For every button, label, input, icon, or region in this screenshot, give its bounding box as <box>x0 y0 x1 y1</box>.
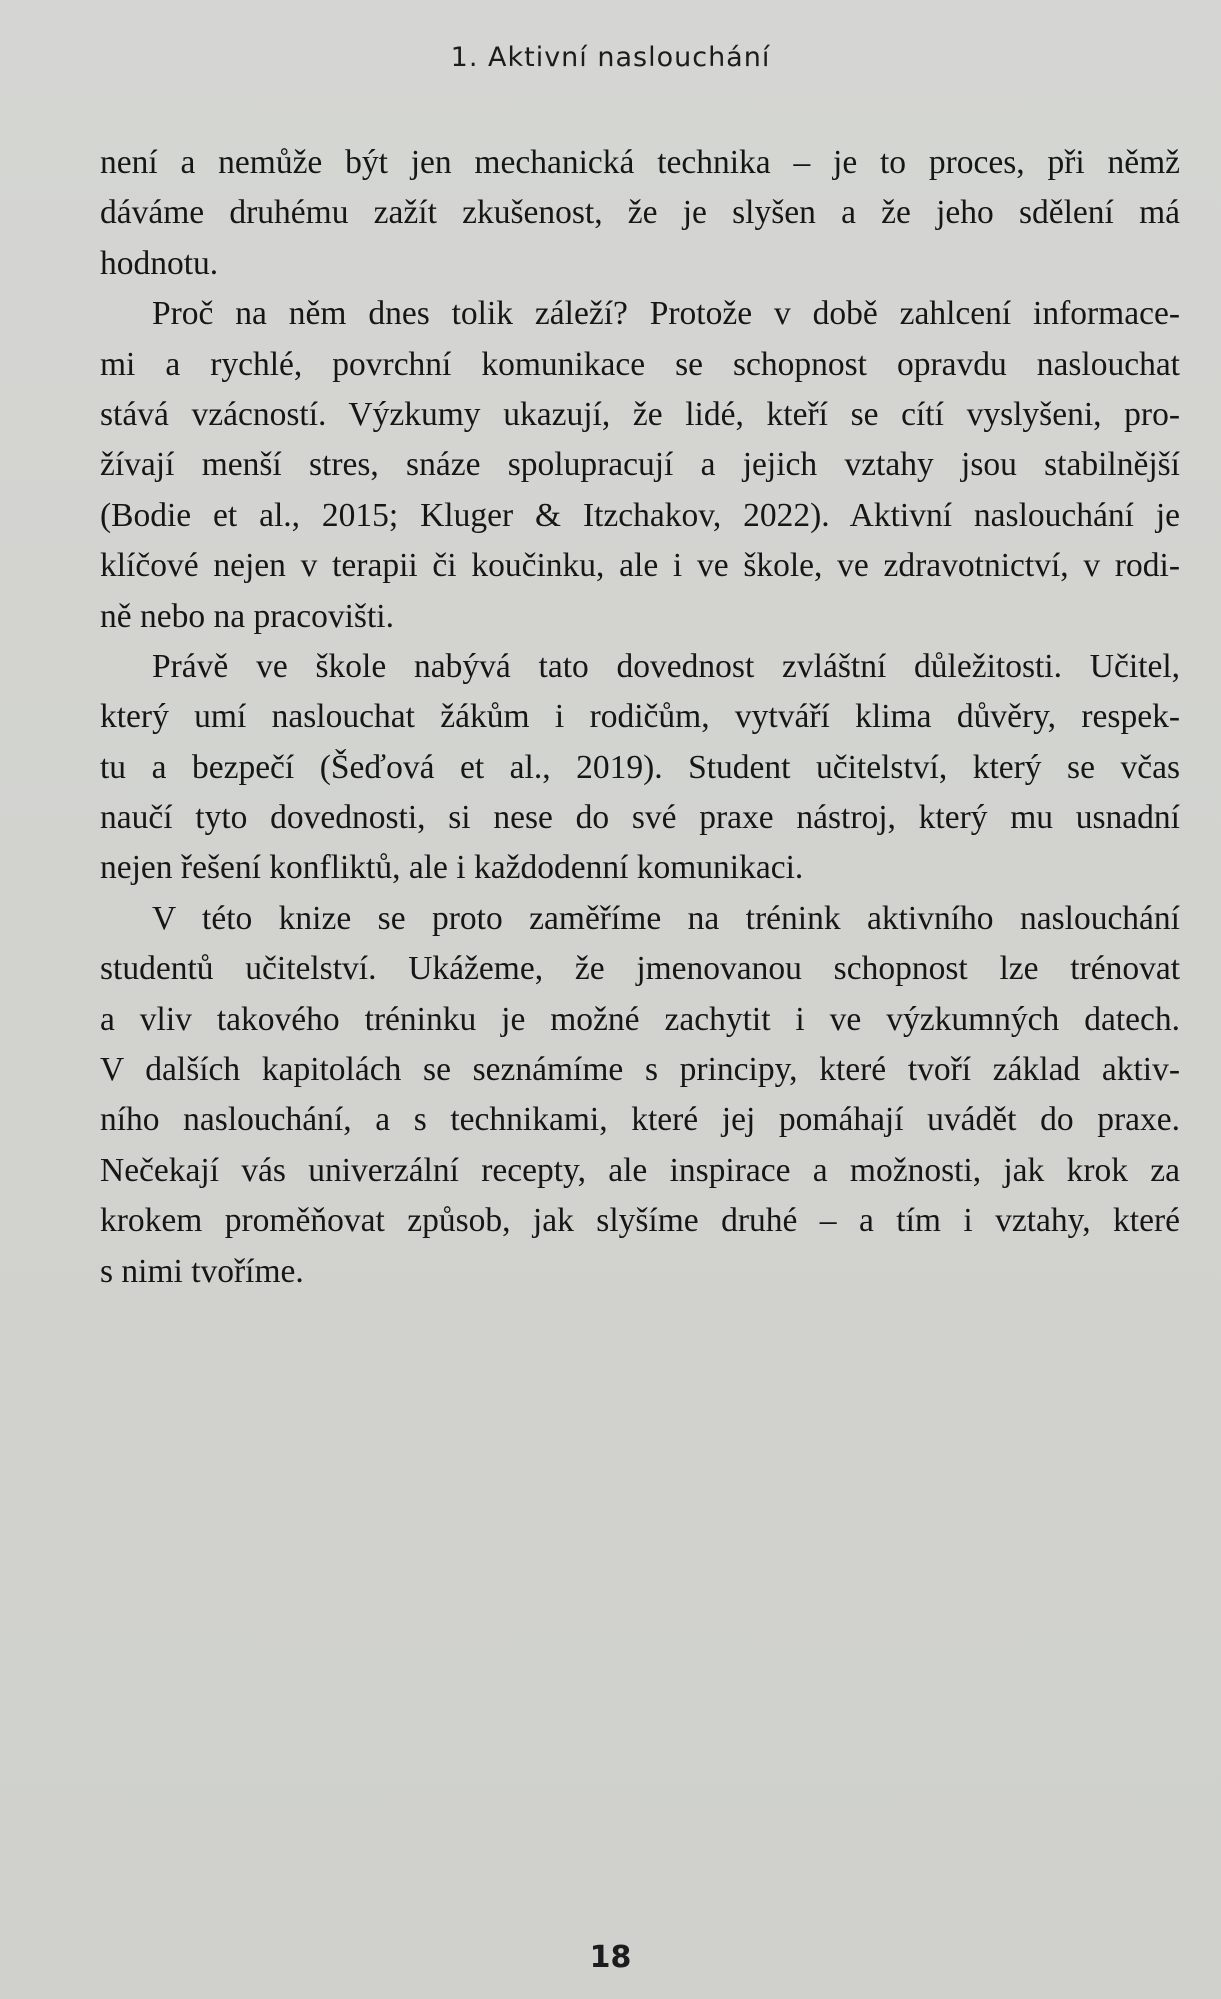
text-line: naučí tyto dovednosti, si nese do své praxe nástroj, který mu usnadní <box>100 799 1180 837</box>
text-line: Právě ve škole nabývá tato dovednost zvláštní důležitosti. Učitel, <box>152 647 1180 685</box>
page-number: 18 <box>589 1940 632 1975</box>
text-line: (Bodie et al., 2015; Kluger & Itzchakov, 2022). Aktivní naslouchání je <box>100 496 1180 534</box>
text-line: s nimi tvoříme. <box>100 1252 304 1290</box>
text-line: V dalších kapitolách se seznámíme s principy, které tvoří základ aktiv- <box>100 1051 1180 1089</box>
text-line: dáváme druhému zažít zkušenost, že je slyšen a že jeho sdělení má <box>100 194 1180 232</box>
text-line: Nečekají vás univerzální recepty, ale inspirace a možnosti, jak krok za <box>100 1151 1180 1189</box>
text-line: mi a rychlé, povrchní komunikace se schopnost opravdu naslouchat <box>100 345 1180 383</box>
text-line: ně nebo na pracovišti. <box>100 597 394 635</box>
text-line: ního naslouchání, a s technikami, které jej pomáhají uvádět do praxe. <box>100 1101 1180 1139</box>
text-line: stává vzácností. Výzkumy ukazují, že lidé, kteří se cítí vyslyšeni, pro- <box>100 395 1180 433</box>
text-line: Proč na něm dnes tolik záleží? Protože v době zahlcení informace- <box>152 295 1180 333</box>
text-line: žívají menší stres, snáze spolupracují a jejich vztahy jsou stabilnější <box>100 446 1180 484</box>
text-line: a vliv takového tréninku je možné zachytit i ve výzkumných datech. <box>100 1000 1180 1038</box>
text-line: tu a bezpečí (Šeďová et al., 2019). Student učitelství, který se včas <box>100 748 1180 786</box>
text-line: studentů učitelství. Ukážeme, že jmenovanou schopnost lze trénovat <box>100 950 1180 988</box>
text-line: V této knize se proto zaměříme na trénink aktivního naslouchání <box>152 899 1180 937</box>
text-line: krokem proměňovat způsob, jak slyšíme druhé – a tím i vztahy, které <box>100 1202 1180 1240</box>
text-line: který umí naslouchat žákům i rodičům, vytváří klima důvěry, respek- <box>100 698 1180 736</box>
text-line: není a nemůže být jen mechanická technika – je to proces, při němž <box>100 144 1180 181</box>
text-line: klíčové nejen v terapii či koučinku, ale i ve škole, ve zdravotnictví, v rodi- <box>100 547 1180 585</box>
text-line: nejen řešení konfliktů, ale i každodenní komunikaci. <box>100 849 804 887</box>
running-head: 1. Aktivní naslouchání <box>450 42 771 73</box>
text-line: hodnotu. <box>100 244 219 282</box>
body-text <box>100 138 1180 1297</box>
